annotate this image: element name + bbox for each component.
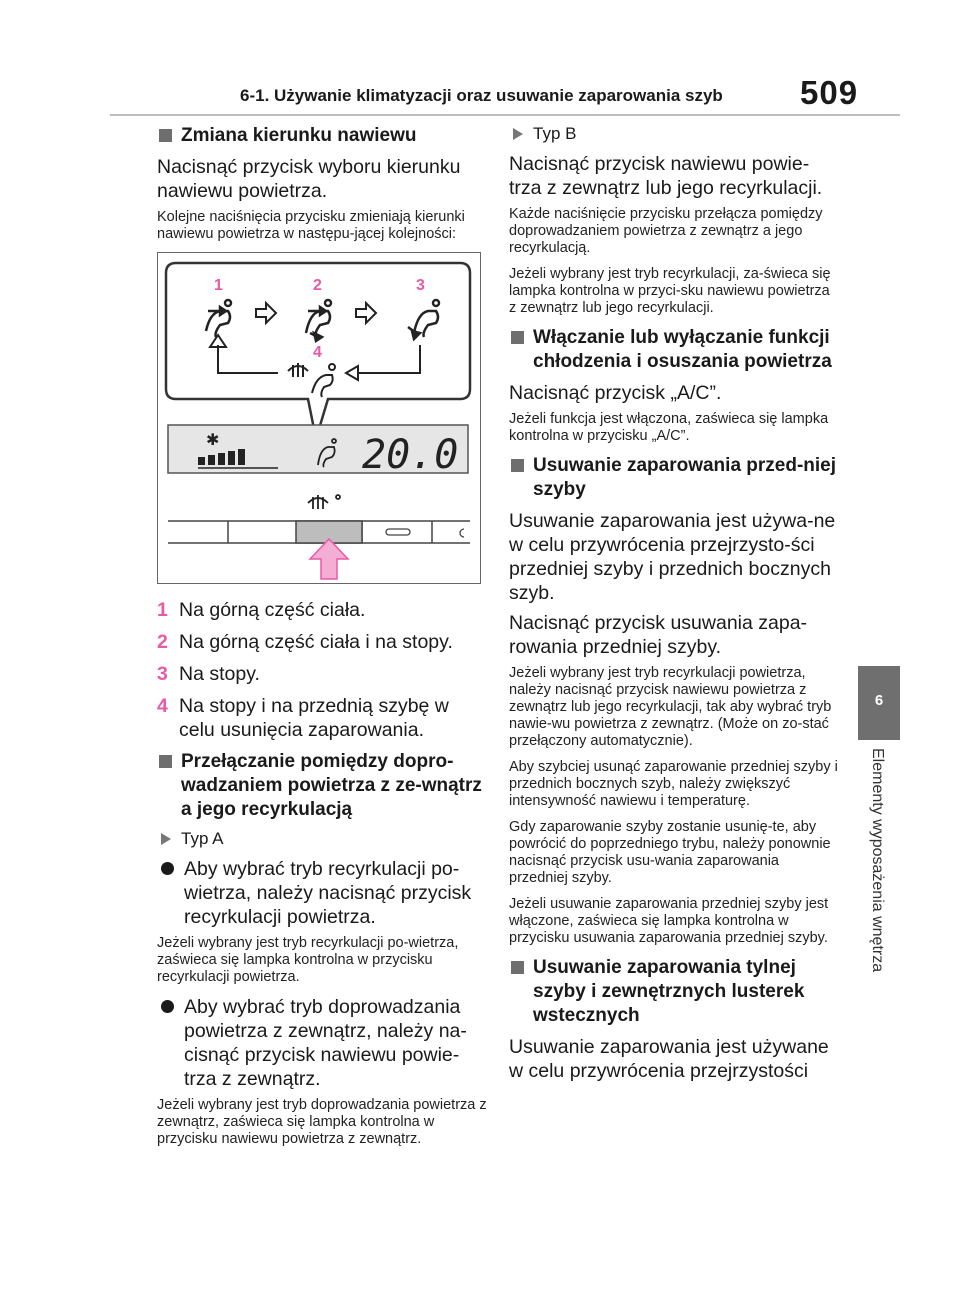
- bullet-item: Aby wybrać tryb recyrkulacji po-wietrza, należy nacisnąć przycisk recyrkulacji powietrza.: [157, 857, 487, 929]
- subheading: Przełączanie pomiędzy dopro-wadzaniem powietrza z ze-wnątrz a jego recyrkulacją: [157, 750, 487, 822]
- list-item: 4 Na stopy i na przednią szybę w celu usunięcia zaparowania.: [157, 695, 449, 741]
- note: Jeżeli wybrany jest tryb doprowadzania powietrza z zewnątrz, zaświeca się lampka kontrolna w przycisku nawiewu powietrza z zewnątrz.: [157, 1097, 487, 1147]
- chapter-label: Elementy wyposażenia wnętrza: [869, 748, 886, 973]
- mode-label-2: 2: [313, 277, 322, 294]
- note: Kolejne naciśnięcia przycisku zmieniają kierunki nawiewu powietrza w następu-jącej kolejności:: [157, 209, 465, 242]
- subheading: Zmiana kierunku nawiewu: [157, 124, 487, 148]
- mode-label-4: 4: [313, 344, 322, 361]
- subheading: Usuwanie zaparowania przed-niej szyby: [509, 454, 839, 502]
- dot-bullet-icon: [161, 862, 174, 875]
- subheading: Włączanie lub wyłączanie funkcji chłodzenia i osuszania powietrza: [509, 326, 839, 374]
- indicator-lamp: [460, 529, 464, 537]
- note: Jeżeli wybrany jest tryb recyrkulacji po-wietrza, zaświeca się lampka kontrolna w przycisku recyrkulacji powietrza.: [157, 935, 459, 985]
- paragraph: Usuwanie zaparowania jest używane w celu przywrócenia przejrzystości: [509, 1036, 829, 1082]
- triangle-bullet-icon: [161, 833, 171, 845]
- subheading: Usuwanie zaparowania tylnej szyby i zewnętrznych lusterek wstecznych: [509, 956, 839, 1028]
- square-bullet-icon: [511, 961, 524, 974]
- temperature-readout: 20.0: [362, 432, 459, 478]
- header-divider: [110, 114, 900, 116]
- indicator-lamp: [386, 529, 410, 535]
- mode-label-1: 1: [214, 277, 223, 294]
- square-bullet-icon: [159, 755, 172, 768]
- mode-label-3: 3: [416, 277, 425, 294]
- section-title: 6-1. Używanie klimatyzacji oraz usuwanie zaparowania szyb: [240, 86, 723, 105]
- chapter-number: 6: [874, 692, 884, 709]
- note: Aby szybciej usunąć zaparowanie przedniej szyby i przednich bocznych szyb, należy zwiększyć intensywność nawiewu i temperaturę.: [509, 759, 838, 809]
- windshield-defrost-icon: [308, 495, 340, 509]
- list-item: 3 Na stopy.: [157, 663, 260, 685]
- paragraph: Nacisnąć przycisk „A/C”.: [509, 382, 722, 404]
- note: Każde naciśnięcie przycisku przełącza pomiędzy doprowadzaniem powietrza z zewnątrz a jego recyrkulacją.: [509, 206, 823, 256]
- airflow-diagram: [158, 253, 480, 583]
- paragraph: Usuwanie zaparowania jest używa-ne w celu przywrócenia przejrzysto-ści przedniej szyby i przednich bocznych szyb.: [509, 510, 836, 604]
- list-item: 2 Na górną część ciała i na stopy.: [157, 631, 453, 653]
- square-bullet-icon: [159, 129, 172, 142]
- square-bullet-icon: [511, 459, 524, 472]
- paragraph: Nacisnąć przycisk nawiewu powie-trza z zewnątrz lub jego recyrkulacji.: [509, 153, 823, 199]
- airflow-mode-figure: [157, 252, 481, 584]
- page-number: 509: [800, 74, 859, 111]
- list-item: 1 Na górną część ciała.: [157, 599, 366, 621]
- paragraph: Nacisnąć przycisk wyboru kierunku nawiewu powietrza.: [157, 156, 461, 202]
- left-column: [157, 124, 487, 1157]
- mode-list: [157, 598, 487, 742]
- press-arrow-icon: [310, 539, 348, 579]
- paragraph: Nacisnąć przycisk usuwania zapa-rowania przedniej szyby.: [509, 612, 808, 658]
- note: Jeżeli usuwanie zaparowania przedniej szyby jest włączone, zaświeca się lampka kontrolna w przycisku usuwania zaparowania przedniej szyby.: [509, 896, 829, 946]
- note: Gdy zaparowanie szyby zostanie usunię-te, aby powrócić do poprzedniego trybu, należy ponownie nacisnąć przycisk usu-wania zaparowania przedniej szyby.: [509, 819, 831, 886]
- note: Jeżeli wybrany jest tryb recyrkulacji, za-świeca się lampka kontrolna w przyci-sku nawiewu powietrza z zewnątrz lub jego recyrkulacji.: [509, 266, 831, 316]
- right-column: [509, 124, 839, 1089]
- dot-bullet-icon: [161, 1000, 174, 1013]
- triangle-bullet-icon: [513, 128, 523, 140]
- square-bullet-icon: [511, 331, 524, 344]
- bullet-item: Aby wybrać tryb doprowadzania powietrza z zewnątrz, należy na-cisnąć przycisk nawiewu powie-trza z zewnątrz.: [157, 995, 487, 1091]
- note: Jeżeli funkcja jest włączona, zaświeca się lampka kontrolna w przycisku „A/C”.: [509, 411, 829, 444]
- note: Jeżeli wybrany jest tryb recyrkulacji powietrza, należy nacisnąć przycisk nawiewu powietrza z zewnątrz lub jego recyrkulacji, tak aby wybrać tryb nawie-wu powietrza z zewnątrz. (Może on zo-stać przełączony automatycznie).: [509, 665, 832, 749]
- type-label: Typ A: [161, 829, 487, 849]
- fan-icon: ✱: [206, 430, 220, 449]
- type-label: Typ B: [513, 124, 839, 144]
